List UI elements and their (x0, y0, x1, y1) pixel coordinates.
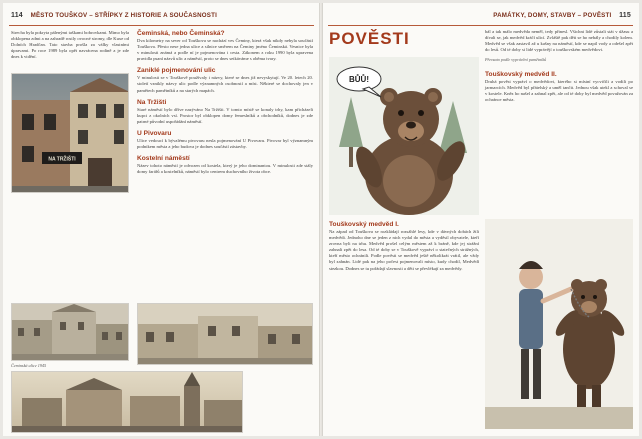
left-header-rule (9, 25, 314, 26)
source-note: Převzato podle vyprávění pamětníků (485, 57, 547, 63)
section-heading: Touškovský medvěd I. (329, 221, 399, 228)
section-heading: Na Tržišti (137, 98, 167, 106)
section-heading: Kostelní náměstí (137, 155, 190, 163)
na-trzisti-sign: NA TRŽIŠTI (48, 156, 76, 163)
left-page-number: 114 (11, 12, 23, 19)
street-photo (137, 303, 313, 365)
old-street-photo (11, 303, 129, 361)
right-header-rule (328, 25, 633, 26)
section-heading: Touškovský medvěd II. (485, 70, 557, 78)
section-text: V minulosti se v Touškově používaly i názvy, které se dnes již nevyskytují. Ve 20. letech 20. století vznikly názvy ulic podle významných osobností a míst. Některé se dochovaly jen v pamětech pamětníků a na starých mapách. (137, 75, 313, 93)
town-panorama-photo (11, 371, 243, 433)
section-text: Ulice vedoucí k bývalému pivovaru nesla pojmenování U Pivovaru. Pivovar byl významným podnikem města a jeho budova je dodnes součástí zástavby. (137, 137, 313, 150)
right-lower-text (329, 221, 479, 272)
left-page (3, 3, 319, 436)
right-column-top (485, 29, 633, 103)
section-heading: Zaniklé pojmenování ulic (137, 67, 216, 75)
left-header (11, 12, 217, 24)
right-page (323, 3, 639, 436)
right-header (493, 12, 631, 24)
bear-illustration (329, 57, 479, 215)
dancing-bear-illustration (485, 219, 633, 429)
left-header-title: MĚSTO TOUŠKOV – STŘÍPKY Z HISTORIE A SOUČASNOSTI (30, 12, 218, 19)
building-photo (11, 73, 129, 193)
section-text: Staré náměstí bylo dříve nazýváno Na Tržišti. V tomto místě se konaly trhy, kam přicházeli kupci z okolních vsí. Prostor byl obklopen domy řemeslníků a obchodníků, dodnes je zde patrné původní uspořádání náměstí. (137, 106, 313, 124)
photo-caption: Čeminská ulice 1945 (11, 363, 47, 368)
left-text-column (137, 30, 313, 175)
left-intro-text: Strecha byla pokryta pálenými taškami bobrovkami. Mimo byla obklopena zdmi a na zahradě rostly ovocné stromy, dle Kuxe od Dolních Hradčan. Tato stavba prošla za války vlastními úpravami. Po roce 1989 byla opět navrácena rodině a je zde dnes k vidění. (11, 30, 129, 60)
story-continuation-text: bál a tak málo medvěda neměl, tedy přinesl. Všichni lidé zůstali stát v úžasu a dívali se, jak medvěd kráčí ulicí. Zvláště pak děti se ho nebály a chodily kolem. Medvěd se však zastavil až u kašny na náměstí, kde se napil vody a odešel zpět do lesů. Od té doby si lidé vyprávějí o touškovském medvědovi. (485, 29, 633, 53)
section-text: Název tohoto náměstí je odvozen od kostela, který je jeho dominantou. V minulosti zde stály domy farářů a kostelníků, náměstí bylo centrem duchovního života obce. (137, 163, 313, 175)
page-title: POVĚSTI (329, 29, 410, 48)
right-page-number: 115 (619, 12, 631, 19)
section-heading: U Pivovaru (137, 129, 172, 137)
section-text: Druhá pověst vypráví o medvědovi, kterého si místní vycvičili a vodili po jarmarcích. Medvěd byl přátelský a uměl tančit. Jednou však utekl a schoval se v kostele. Kněz ho našel a zahnal zpět, ale od té doby byl medvěd považován za ochránce města. (485, 78, 633, 103)
right-header-title: PAMÁTKY, DOMY, STAVBY – POVĚSTI (493, 12, 612, 19)
section-heading: Čeminská, nebo Čeminská? (137, 30, 225, 37)
section-text: Na západ od Touškova se rozkládají rozsáhlé lesy, kde v dávných dobách žili medvědi. Jednoho dne se jeden z nich vydal do města a vyděsil obyvatele, kteří zrovna byli na trhu. Medvěd prošel celým městem až k bráně, kde jej strážní zahnali zpět do lesa. Od té doby se v Touškově vypráví o statečných strážných, kteří město ochránili. Podle pověsti se medvěd ještě několikrát vrátil, ale vždy byl zahnán. Lidé pak na jeho počest pojmenovali místo, kudy chodil, Medvědí stezkou. Dodnes se tu pořádají slavnosti a děti se převlékají za medvědy. (329, 229, 479, 271)
section-text: Dva kilometry na sever od Touškova se nachází ves Čeminy, která však nikdy nebyla součástí Touškova. Přesto nese jedna ulice a silnice směrem na Čeminy jméno Čeminská. Vesnice byla v minulosti známá a podle ní je pojmenována i cesta. Zákonem z roku 1990 byla upravena pravidla psaní názvů ulic a náměstí, proto se dnes setkáváme s oběma tvary. (137, 38, 313, 62)
speech-bubble-text: BŮŮ! (349, 75, 369, 84)
